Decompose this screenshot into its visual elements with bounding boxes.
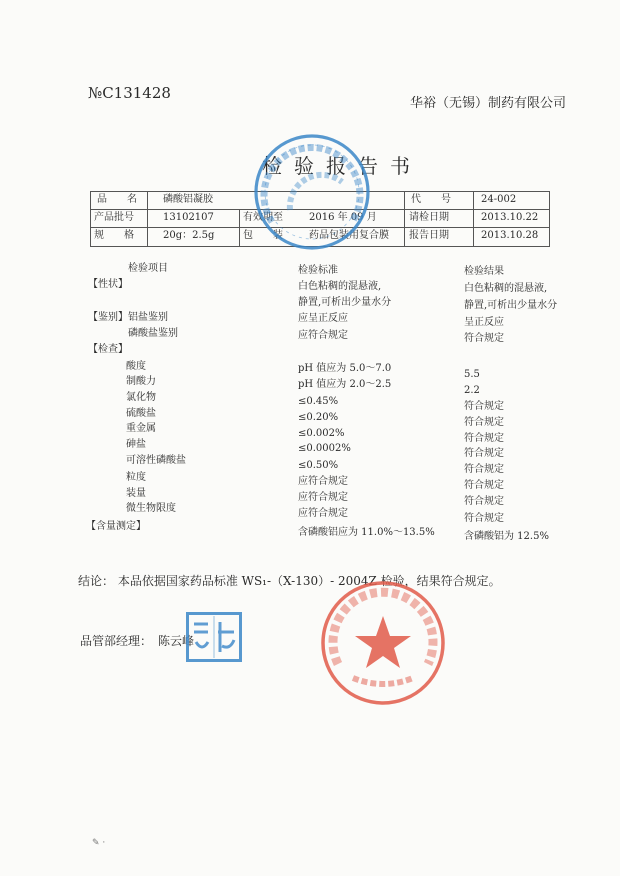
section-tests: 【检查】 bbox=[88, 344, 128, 355]
test-standard: pH 值应为 2.0～2.5 bbox=[298, 379, 392, 390]
batch-label: 产品批号 bbox=[94, 212, 134, 223]
assay-result: 含磷酸铝为 12.5% bbox=[464, 531, 549, 542]
blue-square-stamp bbox=[186, 612, 242, 662]
test-result: 符合规定 bbox=[464, 464, 504, 475]
report-number: №C131428 bbox=[88, 84, 171, 102]
section-assay: 【含量测定】 bbox=[86, 521, 146, 532]
test-item: 微生物限度 bbox=[126, 503, 176, 514]
company-name: 华裕（无锡）制药有限公司 bbox=[410, 96, 567, 111]
request-date-value: 2013.10.22 bbox=[481, 212, 539, 223]
red-official-seal bbox=[318, 578, 448, 708]
properties-standard-2: 静置,可析出少量水分 bbox=[298, 297, 392, 308]
test-standard: ≤0.20% bbox=[298, 412, 339, 423]
expiry-value: 2016 年 09 月 bbox=[309, 212, 377, 223]
margin-mark: ✎ · bbox=[92, 838, 106, 848]
test-item: 重金属 bbox=[126, 423, 156, 434]
identification-item: 铝盐鉴别 bbox=[128, 312, 168, 323]
identification-standard: 应符合规定 bbox=[298, 330, 348, 341]
properties-result-1: 白色粘稠的混悬液, bbox=[464, 283, 548, 294]
assay-standard: 含磷酸铝应为 11.0%～13.5% bbox=[298, 527, 435, 538]
request-date-label: 请检日期 bbox=[409, 212, 449, 223]
test-result: 符合规定 bbox=[464, 417, 504, 428]
properties-standard-1: 白色粘稠的混悬液, bbox=[298, 281, 382, 292]
test-result: 符合规定 bbox=[464, 496, 504, 507]
code-value: 24-002 bbox=[481, 194, 517, 205]
test-standard: 应符合规定 bbox=[298, 508, 348, 519]
identification-result: 呈正反应 bbox=[464, 317, 504, 328]
code-label: 代 号 bbox=[411, 194, 451, 205]
test-item: 制酸力 bbox=[126, 376, 156, 387]
section-identification: 【鉴别】 bbox=[88, 312, 128, 323]
test-standard: 应符合规定 bbox=[298, 492, 348, 503]
expiry-label: 有效期至 bbox=[243, 212, 283, 223]
conclusion: 结论： 本品依据国家药品标准 WS₁-（X-130）- 2004Z 检验，结果符合规定。 bbox=[78, 574, 501, 588]
test-item: 酸度 bbox=[126, 361, 146, 372]
test-standard: ≤0.0002% bbox=[298, 443, 351, 454]
test-item: 氯化物 bbox=[126, 392, 156, 403]
test-standard: 应符合规定 bbox=[298, 476, 348, 487]
test-result: 符合规定 bbox=[464, 480, 504, 491]
test-item: 粒度 bbox=[126, 472, 146, 483]
manager-name: 陈云峰 bbox=[158, 634, 195, 648]
identification-result: 符合规定 bbox=[464, 333, 504, 344]
column-header-standard: 检验标准 bbox=[298, 265, 338, 276]
test-result: 符合规定 bbox=[464, 401, 504, 412]
test-item: 装量 bbox=[126, 488, 146, 499]
identification-item: 磷酸盐鉴别 bbox=[128, 328, 178, 339]
test-result: 符合规定 bbox=[464, 433, 504, 444]
test-result: 符合规定 bbox=[464, 448, 504, 459]
blue-round-stamp bbox=[250, 130, 374, 254]
spec-label: 规 格 bbox=[94, 230, 134, 241]
manager-label: 品管部经理： bbox=[80, 634, 153, 648]
report-date-label: 报告日期 bbox=[409, 230, 449, 241]
package-label: 包 装 bbox=[243, 230, 283, 241]
package-value: 药品包装用复合膜 bbox=[309, 230, 389, 241]
test-item: 硫酸盐 bbox=[126, 408, 156, 419]
test-standard: pH 值应为 5.0～7.0 bbox=[298, 363, 392, 374]
test-standard: ≤0.002% bbox=[298, 428, 345, 439]
report-date-value: 2013.10.28 bbox=[481, 230, 539, 241]
column-header-item: 检验项目 bbox=[128, 263, 168, 274]
test-item: 砷盐 bbox=[126, 439, 146, 450]
test-item: 可溶性磷酸盐 bbox=[126, 455, 186, 466]
batch-value: 13102107 bbox=[163, 212, 214, 223]
test-result: 2.2 bbox=[464, 385, 480, 396]
report-title: 检验报告书 bbox=[262, 154, 422, 178]
properties-result-2: 静置,可析出少量水分 bbox=[464, 300, 558, 311]
name-value: 磷酸铝凝胶 bbox=[163, 194, 213, 205]
test-standard: ≤0.45% bbox=[298, 396, 339, 407]
test-result: 符合规定 bbox=[464, 513, 504, 524]
section-properties: 【性状】 bbox=[88, 279, 128, 290]
identification-standard: 应呈正反应 bbox=[298, 313, 348, 324]
column-header-result: 检验结果 bbox=[464, 266, 504, 277]
test-standard: ≤0.50% bbox=[298, 460, 339, 471]
test-result: 5.5 bbox=[464, 369, 480, 380]
spec-value: 20g：2.5g bbox=[163, 230, 215, 241]
name-label: 品 名 bbox=[97, 194, 137, 205]
